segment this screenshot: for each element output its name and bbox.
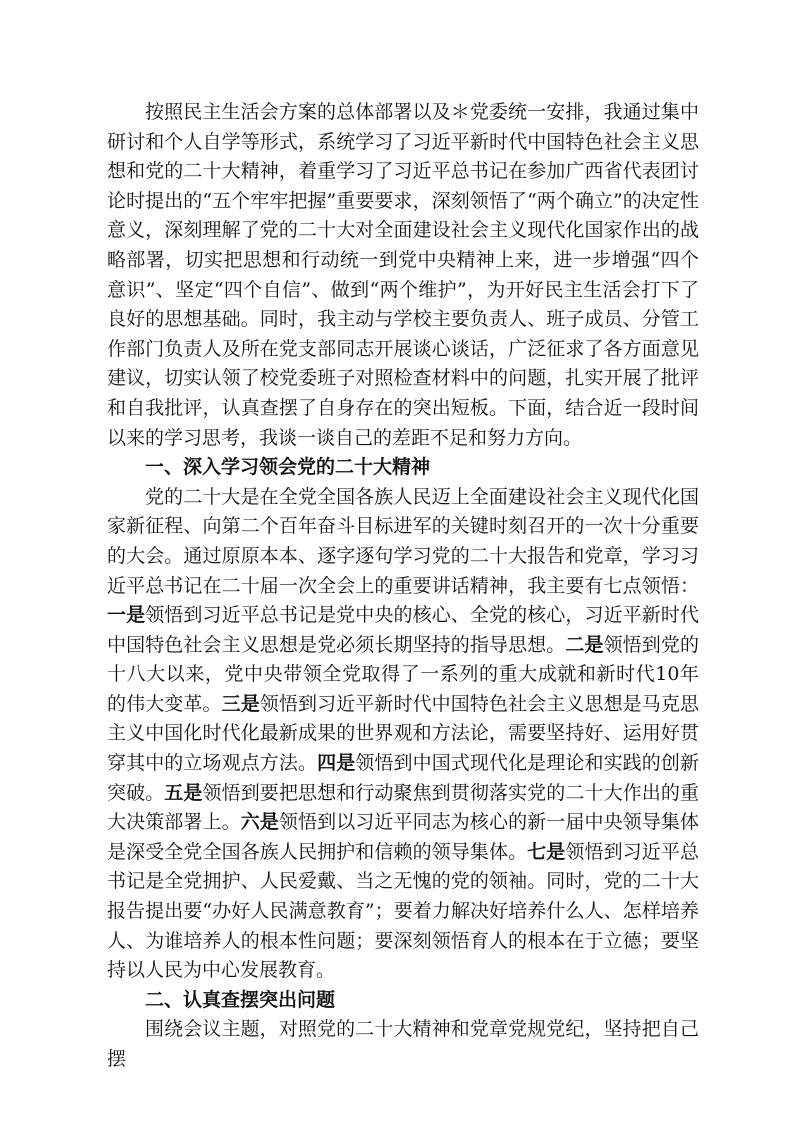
text-run: 领悟到要把思想和行动聚焦到贯彻落实党的二十大作出的重大决策部署上。 — [107, 781, 699, 834]
section-2-paragraph — [107, 1015, 699, 1074]
text-run: 按照民主生活会方案的总体部署以及＊党委统一安排，我通过集中研讨和个人自学等形式，系统学习了习近平新时代中国特色社会主义思想和党的二十大精神，着重学习了习近平总书记在参加广西省代表团讨论时提出的“五个牢牢把握”重要要求，深刻领悟了“两个确立”的决定性意义，深刻理解了党的二十大对全面建设社会主义现代化国家作出的战略部署，切实把思想和行动统一到党中央精神上来，进一步增强“四个意识”、坚定“四个自信”、做到“两个维护”，为开好民主生活会打下了良好的思想基础。同时，我主动与学校主要负责人、班子成员、分管工作部门负责人及所在党支部同志开展谈心谈话，广泛征求了各方面意见建议，切实认领了校党委班子对照检查材料中的问题，扎实开展了批评和自我批评，认真查摆了自身存在的突出短板。下面，结合近一段时间以来的学习思考，我谈一谈自己的差距不足和努力方向。 — [107, 101, 699, 449]
bold-run: 三是 — [221, 692, 260, 715]
intro-paragraph — [107, 98, 699, 453]
bold-run: 五是 — [164, 781, 203, 804]
text-run: 领悟到以习近平同志为核心的新一届中央领导集体是深受全党全国各族人民拥护和信赖的领导集体。 — [107, 811, 699, 863]
bold-run: 七是 — [527, 840, 566, 863]
section-heading-1 — [107, 453, 699, 483]
text-run: 领悟到中国式现代化是理论和实践的创新突破。 — [107, 752, 699, 804]
bold-run: 六是 — [240, 811, 279, 834]
bold-run: 二、认真查摆突出问题 — [145, 988, 336, 1011]
document-body — [107, 98, 699, 1075]
section-heading-2 — [107, 986, 699, 1016]
bold-run: 一是 — [107, 604, 146, 627]
bold-run: 四是 — [317, 752, 356, 775]
text-run: 围绕会议主题，对照党的二十大精神和党章党规党纪，坚持把自己摆 — [107, 1018, 699, 1070]
text-run: 领悟到党的十八大以来，党中央带领全党取得了一系列的重大成就和新时代10年的伟大变革。 — [107, 633, 699, 715]
bold-run: 一、深入学习领会党的二十大精神 — [145, 456, 431, 479]
text-run: 领悟到习近平总书记是党中央的核心、全党的核心，习近平新时代中国特色社会主义思想是党必须长期坚持的指导思想。 — [107, 604, 699, 656]
text-run: 领悟到习近平总书记是全党拥护、人民爱戴、当之无愧的党的领袖。同时，党的二十大报告提出要“办好人民满意教育”；要着力解决好培养什么人、怎样培养人、为谁培养人的根本性问题；要深刻领悟育人的根本在于立德；要坚持以人民为中心发展教育。 — [107, 840, 699, 982]
text-run: 领悟到习近平新时代中国特色社会主义思想是马克思主义中国化时代化最新成果的世界观和方法论，需要坚持好、运用好贯穿其中的立场观点方法。 — [107, 692, 699, 775]
section-1-paragraph — [107, 483, 699, 986]
bold-run: 二是 — [565, 633, 604, 656]
text-run: 党的二十大是在全党全国各族人民迈上全面建设社会主义现代化国家新征程、向第二个百年奋斗目标进军的关键时刻召开的一次十分重要的大会。通过原原本本、逐字逐句学习党的二十大报告和党章，学习习近平总书记在二十届一次全会上的重要讲话精神，我主要有七点领悟： — [107, 485, 699, 597]
